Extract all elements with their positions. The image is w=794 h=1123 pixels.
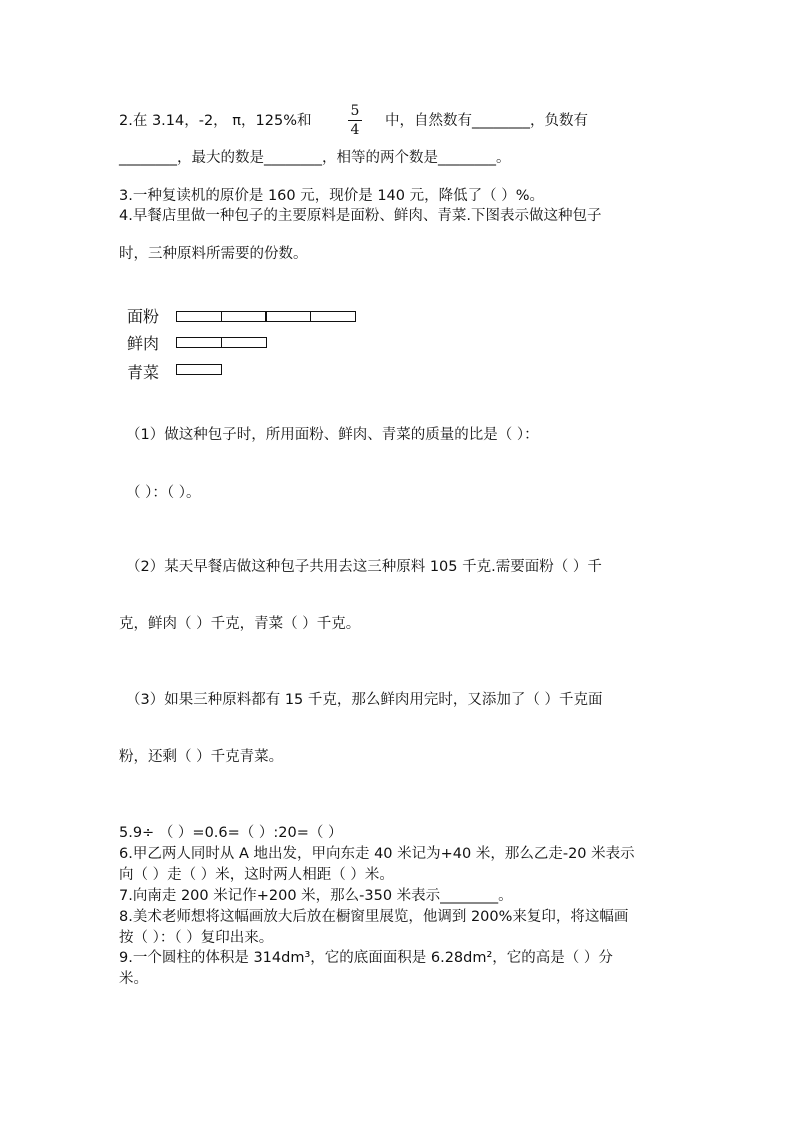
q3-text: 3.一种复读机的原价是 160 元，现价是 140 元，降低了（ ）%。 (119, 188, 545, 204)
q9-line2: 米。 (119, 971, 148, 987)
q6-line2: 向（ ）走（ ）米，这时两人相距（ ）米。 (119, 867, 394, 883)
q8-line2: 按（ ）：（ ）复印出来。 (119, 930, 274, 946)
q6-line1: 6.甲乙两人同时从 A 地出发，甲向东走 40 米记为+40 米，那么乙走-20 米表示 (119, 846, 635, 862)
bar-segment (176, 364, 222, 375)
bar-segment (221, 311, 267, 322)
q8-line1: 8.美术老师想将这幅画放大后放在橱窗里展览，他调到 200%来复印，将这幅画 (119, 909, 629, 925)
fraction-numerator: 5 (350, 103, 360, 119)
bar-segment (221, 337, 267, 348)
bar-label-vegetable: 青菜 (127, 363, 160, 382)
bar-segment (265, 311, 311, 322)
q4-sub3-line1: （3）如果三种原料都有 15 千克，那么鲜肉用完时，又添加了（ ）千克面 (126, 692, 603, 708)
fraction-bar (348, 120, 362, 121)
q4-sub2-line2: 克，鲜肉（ ）千克，青菜（ ）千克。 (119, 616, 361, 632)
q2-line2: ________，最大的数是________，相等的两个数是________。 (119, 150, 511, 166)
bar-segment (176, 337, 222, 348)
fraction-denominator: 4 (350, 122, 360, 138)
q4-sub1-line2: （ ）：（ ）。 (126, 485, 201, 501)
q4-sub1-line1: （1）做这种包子时，所用面粉、鲜肉、青菜的质量的比是（ ）： (126, 427, 539, 443)
bar-label-flour: 面粉 (127, 307, 160, 326)
bar-label-meat: 鲜肉 (127, 334, 160, 353)
bar-vegetable (176, 364, 221, 375)
q4-line1: 4.早餐店里做一种包子的主要原料是面粉、鲜肉、青菜.下图表示做这种包子 (119, 208, 602, 224)
bar-meat (176, 337, 265, 348)
q4-line2: 时，三种原料所需要的份数。 (119, 246, 308, 262)
bar-flour (176, 311, 354, 322)
q2-line1-part2: 中，自然数有________，负数有 (385, 113, 588, 129)
bar-segment (310, 311, 356, 322)
q7-text: 7.向南走 200 米记作+200 米，那么-350 米表示________。 (119, 888, 513, 904)
q4-sub2-line1: （2）某天早餐店做这种包子共用去这三种原料 105 千克.需要面粉（ ）千 (126, 559, 602, 575)
q5-text: 5.9÷ （ ）=0.6=（ ）:20=（ ） (119, 825, 343, 841)
q9-line1: 9.一个圆柱的体积是 314dm³，它的底面面积是 6.28dm²，它的高是（ ）分 (119, 950, 613, 966)
q2-fraction (346, 103, 364, 138)
bar-segment (176, 311, 222, 322)
q2-line1-part1: 2.在 3.14，-2， π，125%和 (119, 113, 312, 129)
q4-sub3-line2: 粉，还剩（ ）千克青菜。 (119, 749, 284, 765)
